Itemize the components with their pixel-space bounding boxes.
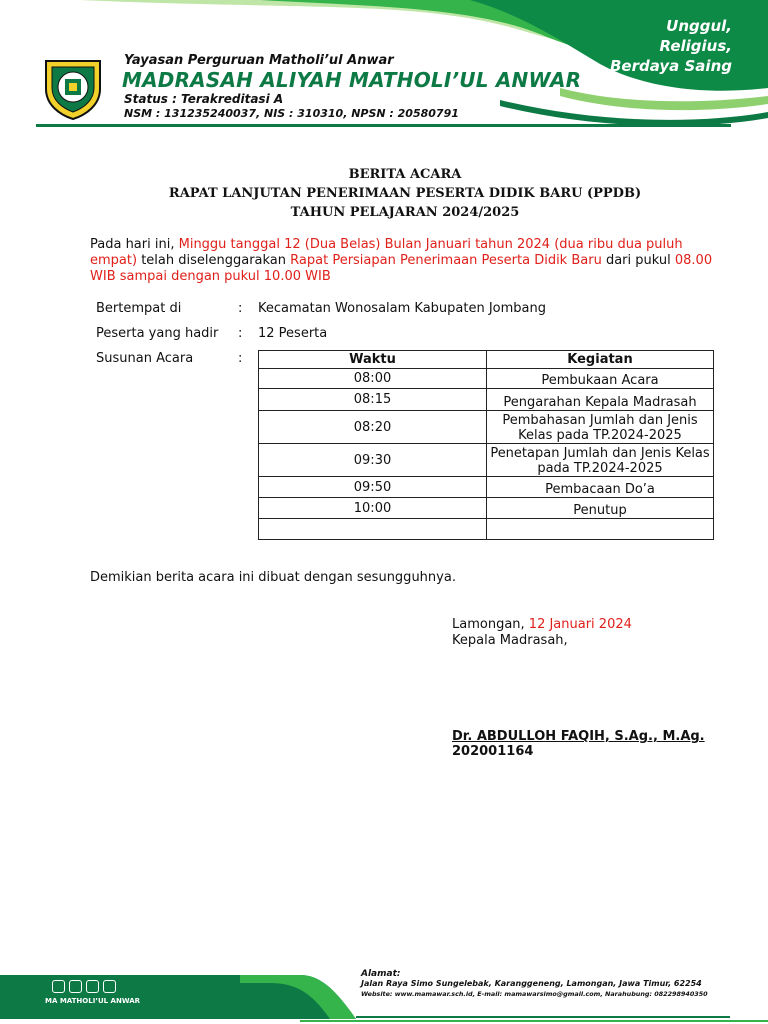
- intro-paragraph: [90, 237, 720, 285]
- intro-event: Rapat Persiapan Penerimaan Peserta Didik Baru: [290, 253, 602, 268]
- table-header-row: [259, 351, 714, 369]
- signer-id: 202001164: [452, 744, 534, 759]
- social-icons: [52, 980, 116, 993]
- column-header: Kegiatan: [487, 351, 714, 369]
- place: Lamongan,: [452, 617, 529, 632]
- closing-statement: Demikian berita acara ini dibuat dengan sesungguhnya.: [90, 570, 456, 585]
- document-title: BERITA ACARA: [348, 167, 462, 182]
- motto-line: Unggul,: [666, 17, 732, 35]
- academic-year: TAHUN PELAJARAN 2024/2025: [290, 205, 520, 220]
- table-row: [259, 477, 714, 498]
- activity-cell: Penetapan Jumlah dan Jenis Kelas pada TP.2024-2025: [487, 444, 714, 477]
- foundation-name: Yayasan Perguruan Matholi’ul Anwar: [124, 53, 394, 68]
- activity-cell: [487, 519, 714, 540]
- detail-colon: :: [238, 351, 243, 366]
- intro-text: dari pukul: [601, 253, 675, 268]
- detail-value: 12 Peserta: [258, 326, 328, 341]
- activity-cell: Pengarahan Kepala Madrasah: [487, 389, 714, 411]
- accreditation-status: Status : Terakreditasi A: [124, 92, 284, 106]
- detail-colon: :: [238, 326, 243, 341]
- signing-date: 12 Januari 2024: [528, 617, 632, 632]
- time-cell: 08:00: [259, 369, 487, 389]
- column-header: Waktu: [259, 351, 487, 369]
- school-name: MADRASAH ALIYAH MATHOLI’UL ANWAR: [122, 68, 582, 92]
- table-row: [259, 411, 714, 444]
- detail-colon: :: [238, 301, 243, 316]
- signer-position: Kepala Madrasah,: [452, 633, 568, 648]
- contact-line: Website: www.mamawar.sch.id, E-mail: mamawarsimo@gmail.com, Narahubung: 082298940350: [361, 990, 708, 998]
- time-cell: 08:15: [259, 389, 487, 411]
- table-row: [259, 498, 714, 519]
- footer-address: [361, 969, 708, 999]
- place-date: [452, 617, 632, 633]
- intro-text: Pada hari ini,: [90, 237, 179, 252]
- table-row: [259, 444, 714, 477]
- schedule-table: [258, 350, 714, 540]
- intro-text: telah diselenggarakan: [137, 253, 291, 268]
- school-motto: [610, 16, 732, 76]
- address-heading: Alamat:: [361, 969, 401, 979]
- table-row: [259, 389, 714, 411]
- letterhead: [0, 0, 768, 135]
- address-line: Jalan Raya Simo Sungelebak, Karanggeneng, Lamongan, Jawa Timur, 62254: [361, 979, 702, 988]
- motto-line: Religius,: [659, 37, 732, 55]
- time-cell: 08:20: [259, 411, 487, 444]
- activity-cell: Pembacaan Do’a: [487, 477, 714, 498]
- table-row: [259, 369, 714, 389]
- detail-value: Kecamatan Wonosalam Kabupaten Jombang: [258, 301, 547, 316]
- intro-date: Minggu tanggal 12 (Dua Belas) Bulan Januari tahun 2024 (dua ribu dua puluh empat): [90, 237, 683, 268]
- time-cell: 09:30: [259, 444, 487, 477]
- motto-line: Berdaya Saing: [609, 57, 732, 75]
- footer-brand: MA MATHOLI’UL ANWAR: [45, 997, 141, 1005]
- detail-label: Susunan Acara: [96, 351, 194, 366]
- time-cell: 09:50: [259, 477, 487, 498]
- intro-time: 08.00 WIB sampai dengan pukul 10.00 WIB: [90, 253, 713, 284]
- document-subtitle: RAPAT LANJUTAN PENERIMAAN PESERTA DIDIK BARU (PPDB): [168, 186, 642, 201]
- detail-label: Bertempat di: [96, 301, 182, 316]
- school-ids: NSM : 131235240037, NIS : 310310, NPSN : 20580791: [124, 107, 459, 120]
- signer-name: Dr. ABDULLOH FAQIH, S.Ag., M.Ag.: [452, 729, 705, 744]
- twitter-icon[interactable]: [69, 980, 82, 993]
- time-cell: 10:00: [259, 498, 487, 519]
- time-cell: [259, 519, 487, 540]
- youtube-icon[interactable]: [103, 980, 116, 993]
- instagram-icon[interactable]: [86, 980, 99, 993]
- facebook-icon[interactable]: [52, 980, 65, 993]
- school-logo: [40, 55, 106, 121]
- table-row: [259, 519, 714, 540]
- header-divider: [36, 124, 731, 127]
- activity-cell: Penutup: [487, 498, 714, 519]
- activity-cell: Pembukaan Acara: [487, 369, 714, 389]
- activity-cell: Pembahasan Jumlah dan Jenis Kelas pada TP.2024-2025: [487, 411, 714, 444]
- detail-label: Peserta yang hadir: [96, 326, 219, 341]
- signature-block: [452, 617, 632, 649]
